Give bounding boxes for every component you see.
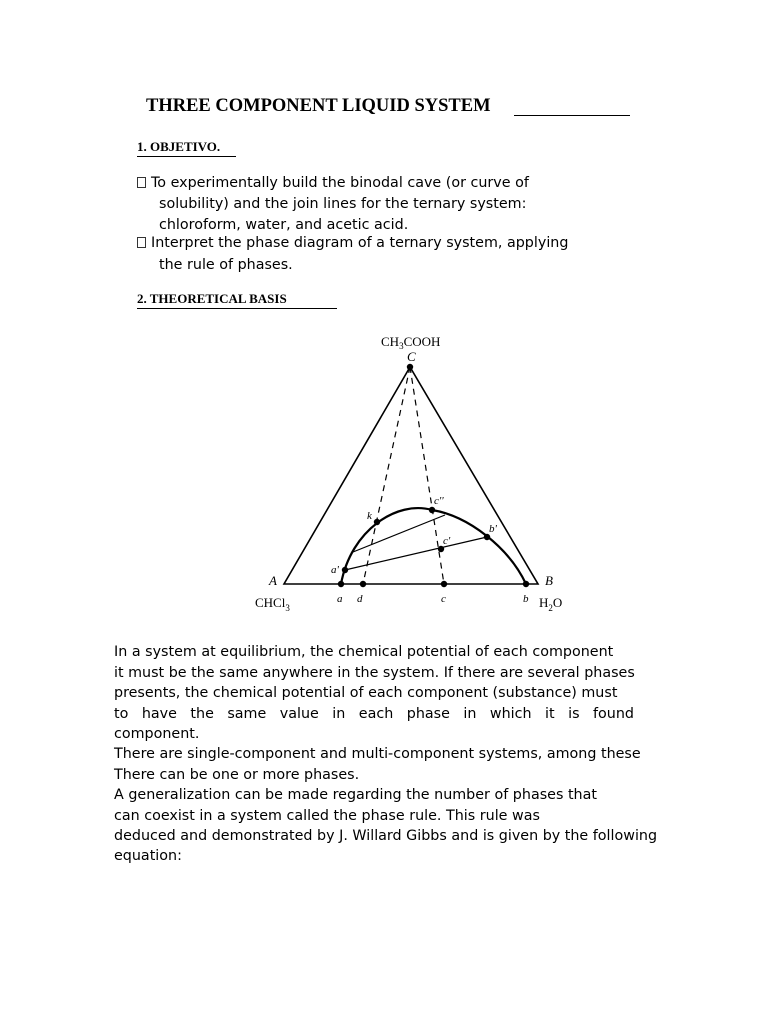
section-heading-objective [137, 139, 236, 157]
label-h2o: $H_2O$ [539, 595, 563, 613]
label-point-b: b [523, 593, 529, 605]
label-point-b1: b' [489, 523, 497, 535]
paragraph-line-3: presents, the chemical potential of each component (substance) must [114, 685, 618, 701]
label-point-c1: c' [443, 535, 451, 547]
bullet-box-icon [137, 177, 146, 188]
label-point-d: d [357, 593, 363, 605]
section-heading-theory-text: 2. THEORETICAL BASIS [137, 291, 337, 309]
point-a [338, 581, 344, 587]
objective-text: To experimentally build the binodal cave (or curve of [151, 175, 529, 191]
objective-text: Interpret the phase diagram of a ternary system, applying [151, 235, 569, 251]
paragraph-line-5: component. [114, 726, 200, 742]
bullet-box-icon [137, 237, 146, 248]
label-point-k: k [367, 510, 372, 522]
objective-item-1-line-2: solubility) and the join lines for the ternary system: [159, 196, 527, 212]
objective-item-2-line-2: the rule of phases. [159, 257, 293, 273]
objective-item-1-line-3: chloroform, water, and acetic acid. [159, 217, 409, 233]
paragraph-line-1: In a system at equilibrium, the chemical potential of each component [114, 644, 614, 660]
label-chcl3: CHCl$_3$ [255, 595, 290, 613]
paragraph-line-8: A generalization can be made regarding the number of phases that [114, 787, 597, 803]
point-a1 [342, 567, 348, 573]
label-vertex-b: B [545, 573, 553, 588]
paragraph-line-9: can coexist in a system called the phase rule. This rule was [114, 808, 540, 824]
section-heading-theory [137, 291, 337, 309]
point-vertex-c [407, 364, 413, 370]
point-b [523, 581, 529, 587]
paragraph-line-6: There are single-component and multi-component systems, among these [114, 746, 641, 762]
point-c [441, 581, 447, 587]
label-vertex-c: C [407, 349, 416, 364]
paragraph-line-2: it must be the same anywhere in the system. If there are several phases [114, 665, 635, 681]
paragraph-line-11: equation: [114, 848, 182, 864]
point-d [360, 581, 366, 587]
label-top-formula: $CH_3COOH$ [381, 334, 441, 351]
document-title: THREE COMPONENT LIQUID SYSTEM [146, 96, 491, 116]
objective-item-2-line-1 [137, 233, 568, 253]
label-point-c: c [441, 593, 446, 605]
point-k [374, 519, 380, 525]
paragraph-line-4: to have the same value in each phase in which it is found [114, 706, 634, 722]
section-heading-objective-text: 1. OBJETIVO. [137, 139, 236, 157]
title-underline [514, 115, 630, 116]
label-point-a1: a' [331, 564, 339, 576]
point-c2 [429, 507, 435, 513]
objective-item-1-line-1 [137, 173, 529, 193]
ternary-phase-diagram [247, 330, 587, 622]
figure-background [247, 330, 587, 622]
paragraph-line-7: There can be one or more phases. [114, 767, 360, 783]
paragraph-line-10: deduced and demonstrated by J. Willard Gibbs and is given by the following [114, 828, 658, 844]
label-point-c2: c'' [434, 495, 444, 507]
label-point-a: a [337, 593, 343, 605]
label-vertex-a: A [269, 573, 277, 588]
